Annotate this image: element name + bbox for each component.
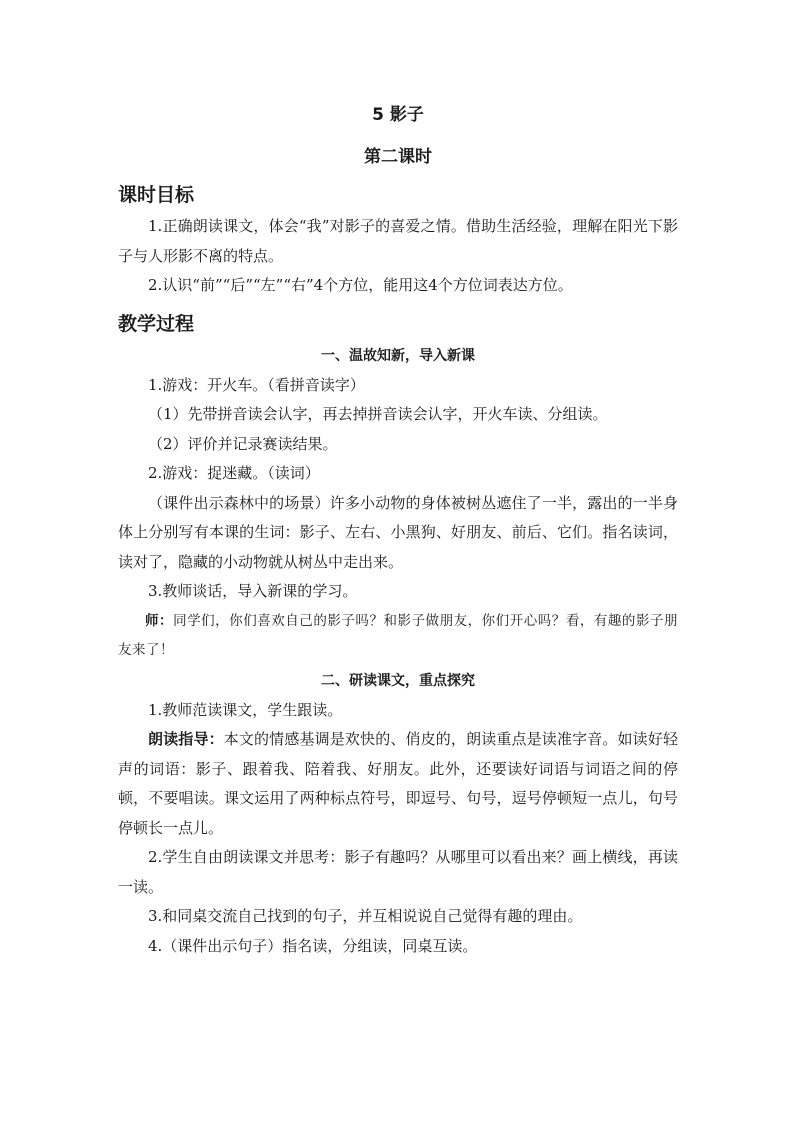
process-heading: 教学过程 xyxy=(118,312,195,335)
objectives-heading: 课时目标 xyxy=(118,184,195,206)
reading-guidance-text: 本文的情感基调是欢快的、俏皮的，朗读重点是读准字音。如读好轻声的词语：影子、跟着我、陪着我、好朋友。此外，还要读好词语与词语之间的停顿，不要唱读。课文运用了两种标点符号，即逗号、句号，逗号停顿短一点儿，句号停顿长一点儿。 xyxy=(118,730,678,837)
part2-paragraph-5: 4.（课件出示句子）指名读，分组读，同桌互读。 xyxy=(148,936,478,955)
objective-item-1: 1.正确朗读课文，体会“我”对影子的喜爱之情。借助生活经验，理解在阳光下影子与人形影不离的特点。 xyxy=(118,217,678,265)
teacher-label: 师： xyxy=(145,612,174,629)
part2-paragraph-4: 3.和同桌交流自己找到的句子，并互相说说自己觉得有趣的理由。 xyxy=(148,907,583,925)
part2-paragraph-1: 1.教师范读课文，学生跟读。 xyxy=(148,700,343,719)
teacher-dialogue xyxy=(118,607,678,666)
document-page xyxy=(118,100,678,961)
part1-paragraph-5: （课件出示森林中的场景）许多小动物的身体被树丛遮住了一半，露出的一半身体上分别写有本课的生词：影子、左右、小黑狗、好朋友、前后、它们。指名读词，读对了，隐藏的小动物就从树丛中走出来。 xyxy=(118,493,678,571)
part1-paragraph-1: 1.游戏：开火车。（看拼音读字） xyxy=(148,375,365,394)
part1-paragraph-6: 3.教师谈话，导入新课的学习。 xyxy=(148,582,358,600)
part1-paragraph-2: （1）先带拼音读会认字，再去掉拼音读会认字，开火车读、分组读。 xyxy=(148,405,608,423)
part1-heading: 一、温故知新，导入新课 xyxy=(321,347,475,364)
part2-paragraph-3: 2.学生自由朗读课文并思考：影子有趣吗？从哪里可以看出来？画上横线，再读一读。 xyxy=(118,848,678,896)
part1-paragraph-3: （2）评价并记录赛读结果。 xyxy=(148,434,338,453)
objective-item-2: 2.认识“前”“后”“左”“右”4个方位，能用这4个方位词表达方位。 xyxy=(148,276,573,294)
reading-guidance-label: 朗读指导： xyxy=(148,730,224,748)
lesson-subtitle: 第二课时 xyxy=(364,147,432,167)
part1-paragraph-4: 2.游戏：捉迷藏。（读词） xyxy=(148,464,320,482)
reading-guidance xyxy=(118,725,678,843)
teacher-dialogue-text: 同学们，你们喜欢自己的影子吗？和影子做朋友，你们开心吗？看，有趣的影子朋友来了！ xyxy=(118,612,679,658)
lesson-title: 5 影子 xyxy=(372,105,424,125)
part2-heading: 二、研读课文，重点探究 xyxy=(321,672,475,689)
